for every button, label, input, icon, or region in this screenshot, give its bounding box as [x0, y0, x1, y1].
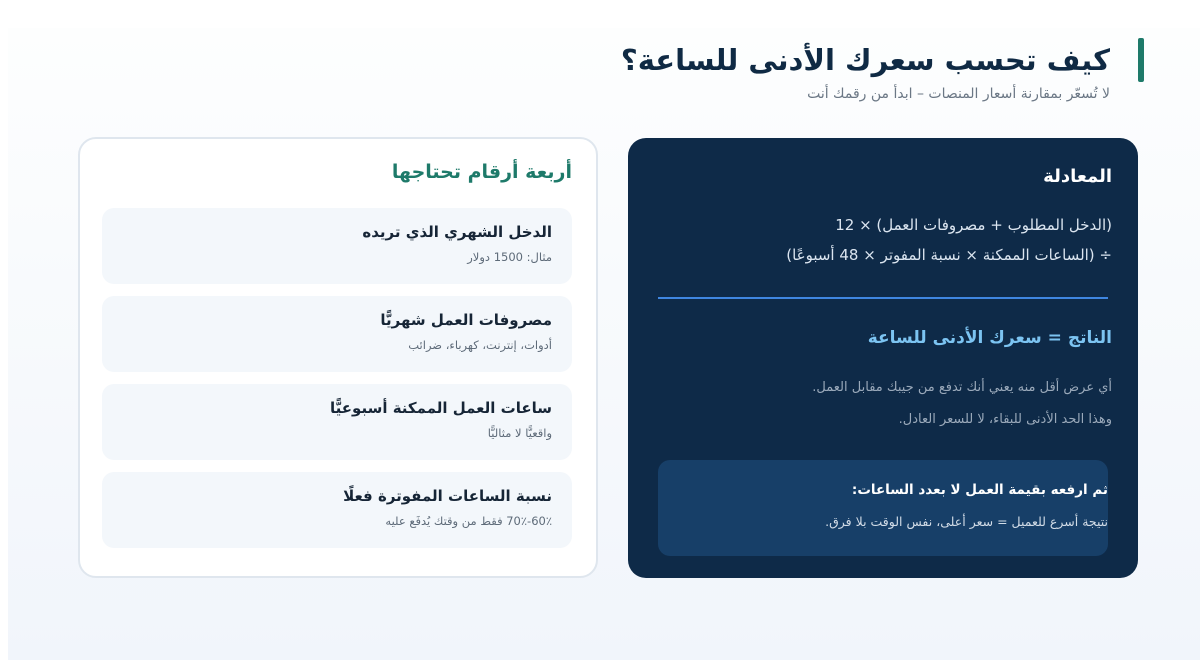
item-desc: واقعيًّا لا مثاليًّا [487, 426, 552, 440]
item-desc: 60٪-70٪ فقط من وقتك يُدفَع عليه [385, 514, 552, 528]
formula-heading: المعادلة [1043, 166, 1112, 187]
input-item-billable-ratio [102, 472, 572, 548]
title-accent-bar [1138, 38, 1144, 82]
formula-result: الناتج = سعرك الأدنى للساعة [867, 328, 1112, 348]
item-desc: مثال: 1500 دولار [467, 250, 552, 264]
note-line-2: وهذا الحد الأدنى للبقاء، لا للسعر العادل. [898, 412, 1112, 427]
item-title: ساعات العمل الممكنة أسبوعيًّا [330, 399, 552, 417]
item-title: مصروفات العمل شهريًّا [380, 311, 552, 329]
formula-card [628, 138, 1138, 578]
page-subtitle: لا تُسعّر بمقارنة أسعار المنصات – ابدأ من رقمك أنت [807, 86, 1110, 102]
callout-desc: نتيجة أسرع للعميل = سعر أعلى، نفس الوقت بلا فرق. [825, 514, 1108, 529]
item-title: نسبة الساعات المفوترة فعلًا [343, 487, 552, 505]
callout-title: ثم ارفعه بقيمة العمل لا بعدد الساعات: [851, 482, 1108, 498]
formula-divider [658, 297, 1108, 299]
item-title: الدخل الشهري الذي تريده [362, 223, 552, 241]
input-item-monthly-income [102, 208, 572, 284]
inputs-card-title: أربعة أرقام تحتاجها [391, 161, 572, 183]
callout-box [658, 460, 1108, 556]
page-title: كيف تحسب سعرك الأدنى للساعة؟ [620, 43, 1110, 77]
input-item-expenses [102, 296, 572, 372]
inputs-card [78, 137, 598, 578]
formula-line-2: ÷ (الساعات الممكنة × نسبة المفوتر × 48 أسبوعًا) [786, 246, 1112, 264]
input-item-weekly-hours [102, 384, 572, 460]
note-line-1: أي عرض أقل منه يعني أنك تدفع من جيبك مقابل العمل. [812, 380, 1112, 395]
item-desc: أدوات، إنترنت، كهرباء، ضرائب [408, 338, 552, 352]
formula-line-1: (الدخل المطلوب + مصروفات العمل) × 12 [835, 216, 1112, 234]
header [410, 40, 1110, 102]
